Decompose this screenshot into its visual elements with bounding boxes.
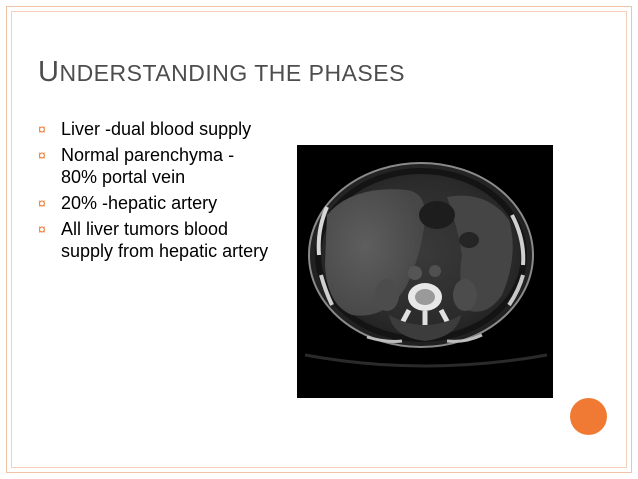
decorative-orange-circle-icon <box>570 398 607 435</box>
bullet-marker-icon: ¤ <box>38 147 46 163</box>
bullet-list <box>38 118 273 266</box>
title-initial: U <box>38 56 60 88</box>
bullet-item <box>38 218 273 262</box>
title-rest: NDERSTANDING THE PHASES <box>59 60 405 86</box>
bullet-item <box>38 192 273 214</box>
bullet-text: 20% -hepatic artery <box>61 193 218 213</box>
bullet-text: All liver tumors blood supply from hepatic artery <box>61 219 269 261</box>
bullet-marker-icon: ¤ <box>38 221 46 237</box>
bullet-marker-icon: ¤ <box>38 195 46 211</box>
bullet-item <box>38 144 273 188</box>
bullet-marker-icon: ¤ <box>38 121 46 137</box>
slide-title <box>38 56 405 89</box>
bullet-text: Normal parenchyma - 80% portal vein <box>61 145 235 187</box>
ct-scan-image <box>297 145 553 398</box>
bullet-item <box>38 118 273 140</box>
ct-scan-graphic <box>297 145 553 398</box>
bullet-text: Liver -dual blood supply <box>61 119 252 139</box>
